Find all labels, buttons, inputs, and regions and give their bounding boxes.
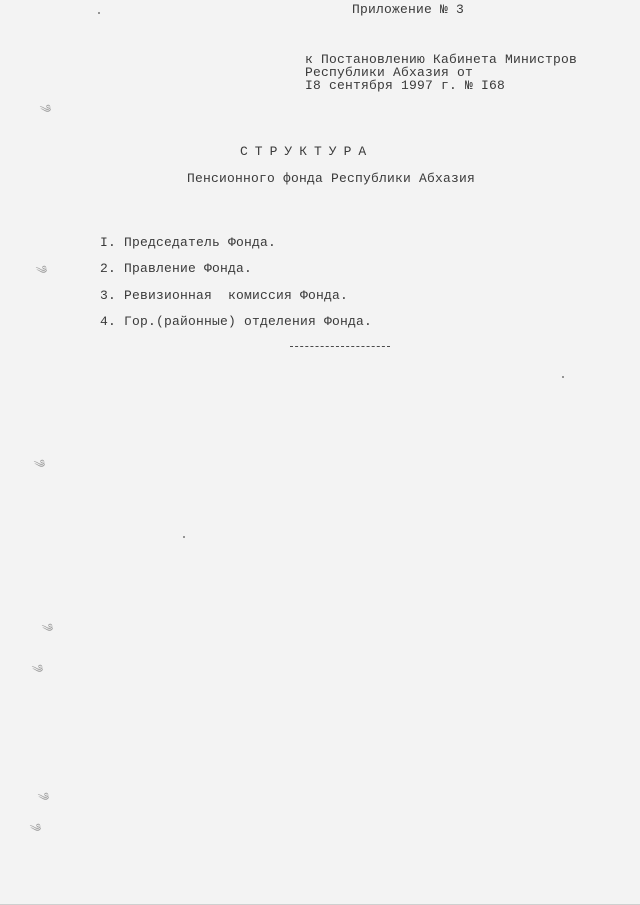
- structure-item-4: 4. Гор.(районные) отделения Фонда.: [100, 314, 373, 329]
- binding-hole-mark: ༄: [29, 820, 44, 837]
- appendix-number: Приложение № 3: [352, 2, 465, 17]
- paper-speck: [98, 12, 100, 14]
- appendix-line-3: I8 сентября 1997 г. № I68: [305, 78, 506, 93]
- document-subheading: Пенсионного фонда Республики Абхазия: [187, 171, 476, 186]
- document-heading: СТРУКТУРА: [240, 144, 374, 159]
- binding-hole-mark: ༄: [35, 262, 50, 279]
- binding-hole-mark: ༄: [31, 661, 46, 678]
- structure-item-3: 3. Ревизионная комиссия Фонда.: [100, 288, 349, 303]
- end-divider: [290, 346, 390, 347]
- binding-hole-mark: ༄: [39, 101, 54, 118]
- paper-speck: [183, 536, 185, 538]
- binding-hole-mark: ༄: [41, 620, 56, 637]
- binding-hole-mark: ༄: [37, 789, 52, 806]
- structure-item-2: 2. Правление Фонда.: [100, 261, 253, 276]
- structure-item-1: I. Председатель Фонда.: [100, 235, 277, 250]
- appendix-line-2: Республики Абхазия от: [305, 65, 474, 80]
- paper-speck: [562, 376, 564, 378]
- appendix-line-1: к Постановлению Кабинета Министров: [305, 52, 578, 67]
- binding-hole-mark: ༄: [33, 456, 48, 473]
